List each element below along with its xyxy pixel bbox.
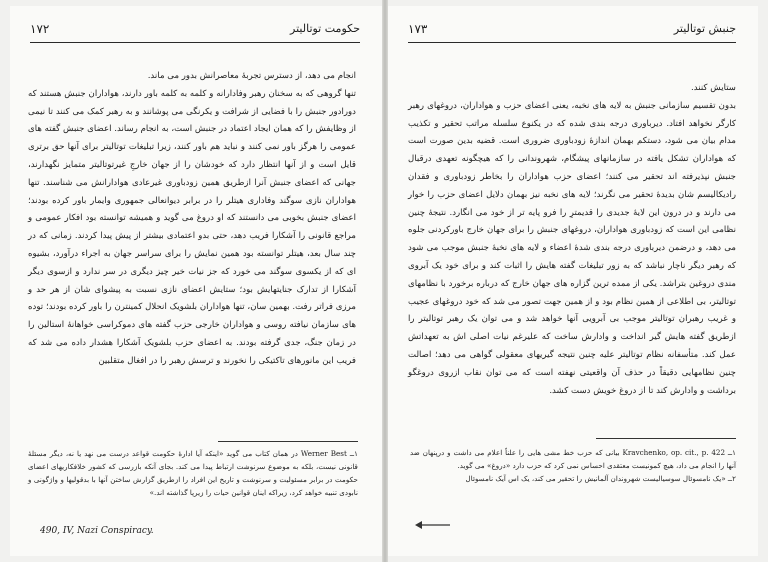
left-header-rule bbox=[30, 42, 360, 43]
left-page-footer: 490, IV, Nazi Conspiracy. bbox=[40, 526, 154, 536]
left-page-number: ۱۷۲ bbox=[30, 22, 50, 36]
left-page-header-title: حکومت توتالیتر bbox=[290, 22, 360, 35]
right-footnote-1: ۱ــ Kravchenko, op. cit., p. 422 بیانی که حزب خط مشی هایی را علناً اعلام می داشت و درپنهان ضد آنها را انجام می داد، هیچ کمونیست معتقدی احساس نمی کرد که حزب دارد «دروغ» می گوید. bbox=[410, 448, 736, 470]
left-paragraph-2: تنها گروهی که به سخنان رهبر وفادارانه و کلمه به کلمه باور دارند، هواداران جنبش هستند که دورادور جنبش را با فضایی از شرافت و یکرنگی می پوشانند و به رهبر کمک می کنند تا نیمی از وظایفش را که همان ایجاد اعتماد در جنبش است، به انجام رساند. اعضای جنبش گفته های عمومی را هرگز باور نمی کنند و نباید هم باور کنند، زیرا تبلیغات توتالیتر برای آنها حق برتری قایل است و از آنها انتظار دارد که خودشان را از جهان خارجِ غیرتوتالیتر متمایز نگهدارند، جهانی که اعضای جنبش آنرا ازطریق همین زودباوری غیرعادی هوادارانش می شناسند. تنها هواداران نازی سوگند وفاداری هیتلر را در برابر دیوانعالی جمهوری وایمار باور کرده بودند؛ اعضای جنبش بخوبی می دانستند که او دروغ می گوید و همیشه توانسته بود افکار عمومی و مراجع قانونی را آشکارا فریب دهد، حتی بدو اعتمادی بیشتر از پیش پیدا کردند. زمانی که در چند سال بعد، هیتلر توانسته بود همین نمایش را برای سراسر جهان به اجراء درآورد، بشیوه ای که از یکسوی سوگند می خورد که جز نیات خیر چیز دیگری در سر ندارد و ازسوی دیگر آشکارا از تدارک جنایتهایش بود؛ ستایش اعضای نازی نسبت به پیشوای شان از هر حد و مرزی فراتر رفت. بهمین سان، تنها هواداران بلشویک انحلال کمینترن را باور کرده بودند؛ توده های سازمان نیافته روسی و هواداران خارجی حزب گفته های دموکراسی خواهانهٔ استالین را در زمان جنگ، جدی گرفته بودند. به اعضای حزب بلشویک آشکارا هشدار داده می شد که فریب این مانورهای تاکتیکی را نخورند و ترسش رهبر را در افغال متقلبین bbox=[28, 88, 356, 366]
right-paragraph-1: ستایش کنند. bbox=[690, 83, 736, 93]
right-header-rule bbox=[408, 42, 736, 43]
left-body-text bbox=[28, 68, 356, 371]
continued-arrow-icon bbox=[414, 519, 452, 531]
left-running-head bbox=[30, 22, 360, 38]
right-page-header-title: جنبش توتالیتر bbox=[673, 22, 736, 35]
right-running-head bbox=[408, 22, 736, 38]
right-footnote-rule bbox=[596, 438, 736, 439]
right-page-number: ۱۷۳ bbox=[408, 22, 428, 36]
right-footnote-2: ۲ــ «یک نامسوئال سوسیالیست شهروندان آلمانیش را تحقیر می کند، یک اس آیک نامسوئال bbox=[465, 474, 736, 483]
left-page bbox=[10, 6, 382, 556]
right-body-text bbox=[408, 80, 736, 400]
left-footnote-rule bbox=[218, 441, 358, 442]
right-page bbox=[388, 6, 758, 556]
right-footnotes bbox=[410, 446, 736, 485]
left-paragraph-1: انجام می دهد، از دسترس تجربهٔ معاصرانش بدور می ماند. bbox=[147, 71, 356, 81]
left-footnotes bbox=[28, 447, 358, 499]
left-footnote-1: ۱ــ Werner Best در همان کتاب می گوید «اینکه آیا ادارهٔ حکومت قواعد درست می نهد یا نه، دیگر مسئلهٔ قانونی نیست، بلکه به موضوع سرنوشت ارتباط پیدا می کند. بجای آنکه بازرسی که کشور خلافکاریهای اعضای حکومت در برابر مسئولیت و سرنوشت و تاریخ این افراد را ازطریق گزارش ساختن آنها با بدقولیها و واژگونی و نابودی تنبیه خواهد کرد، زیراکه اینان قوانین حیات را زیرپا گذاشته اند.» bbox=[28, 449, 358, 497]
right-paragraph-2: بدون تقسیم سازمانی جنبش به لایه های نخبه، یعنی اعضای حزب و هواداران، دروغهای رهبر کارگر نخواهد افتاد. دیرباوری درجه بندی شده که در یکنوع سلسله مراتب تحقیر و تکذیب مدام بیان می شود، دستکم بهمان اندازهٔ زودباوری ضروری است. قضیه بدین صورت است که هواداران تشکل یافته در سازمانهای پیشگام، شهروندانی را که هیچگونه تعهدی درقبال جنبش نپذیرفته اند تحقیر می کنند؛ اعضای حزب هواداران را بخاطر زودباوری و فقدان رادیکالیسم شان بدیدهٔ تحقیر می نگرند؛ لایه های نخبه نیز بهمان دلایل اعضای حزب را خوار می دارند و در درون این لایهٔ جدیدی را قدیمترِ را فرو پایه تر از خود می انگارد. نتیجهٔ چنین نظامی این است که زودباوری هواداران، دروغهای جنبش را برای جهان خارج باورکردنی جلوه می دهد، و درضمن دیرباوری درجه بندی شدهٔ اعضاء و لایه های نخبهٔ جنبش موجب می شود که رهبر دیگر ناچار نباشد که به زور تبلیغات گفته هایش را اثبات کند و برای خود یک آبروی مندی دروغین بتراشد. یکی از ممده ترین گزاره های جهان خارج که درباره برخورد با نظامهای توتالیتر، بی اطلاعی از همین نظام بود و از همین جهت تصور می شد که خود دروغهای عجیب و غریب رهبران توتالیتر موجب بی آبرویی آنها خواهد شد و می توان یک رهبر توتالیتر را ازطریق گفته هایش گیر انداخت و وادارش ساخت که علیرغم نیات اصلی اش به تعهداتش عمل کند. متأسفانه نظام توتالیتر علیه چنین نتیجه گیریهای معقولی گواهی می دهد؛ اصالت چنین نظامهایی دقیقاً در حذف آن واقعیتی نهفته است که می توان نقاب ازروی دروغگو برداشت و وادارش کند تا از دروغ خویش دست کشد. bbox=[408, 100, 736, 396]
